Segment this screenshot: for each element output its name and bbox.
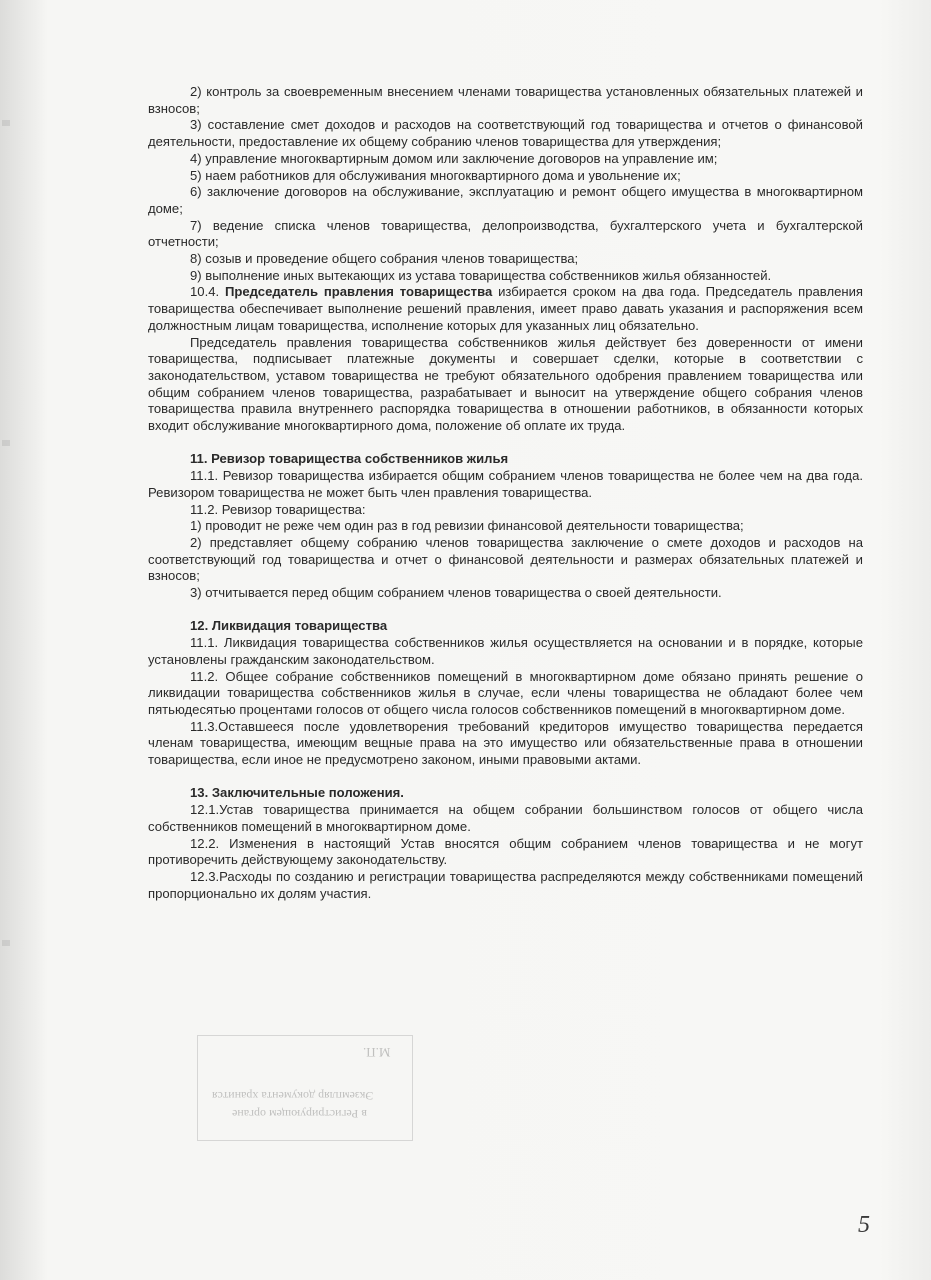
paragraph: 11.2. Ревизор товарищества:	[190, 501, 366, 517]
paragraph: 12.1.Устав товарищества принимается на общем собрании большинством голосов от общего числа собственников помещений в многоквартирном доме.	[148, 802, 863, 834]
section-heading: 11. Ревизор товарищества собственников жилья	[190, 451, 509, 467]
paragraph: 11.1. Ревизор товарищества избирается общим собранием членов товарищества не более чем на два года. Ревизором товарищества не может быть член правления товарищества.	[148, 468, 863, 500]
clause-number: 10.4.	[190, 284, 220, 300]
paragraph: 12.3.Расходы по созданию и регистрации товарищества распределяются между собственниками помещений пропорционально их долям участия.	[148, 869, 863, 901]
bold-term: Председатель правления товарищества	[224, 284, 493, 300]
page-fold-shadow	[0, 0, 48, 1280]
edge-mark	[2, 940, 10, 946]
paragraph: 2) представляет общему собранию членов товарищества заключение о смете доходов и расходов на соответствующий год товарищества и отчет о финансовой деятельности и размерах обязательных платежей и взносов;	[148, 534, 863, 584]
paragraph: 9) выполнение иных вытекающих из устава товарищества собственников жилья обязанностей.	[190, 267, 772, 283]
page-number: 5	[858, 1212, 870, 1238]
stamp-mp: М.П.	[362, 1045, 390, 1060]
paragraph: 11.2. Общее собрание собственников помещений в многоквартирном доме обязано принять решение о ликвидации товарищества собственников жилья в случае, если члены товарищества не обладают более чем пятьюдесятью процентами голосов от общего числа голосов собственников помещений в многоквартирном доме.	[148, 668, 863, 717]
spacer	[148, 435, 863, 452]
paragraph-10-4	[148, 284, 863, 334]
clause-text: избирается сроком на два года. Председатель правления товарищества обеспечивает выполнение решений правления, имеет право давать указания и распоряжения всем должностным лицам товарищества, исполнение которых для указанных лиц обязательно.	[148, 284, 864, 333]
paragraph: 7) ведение списка членов товарищества, делопроизводства, бухгалтерского учета и бухгалтерской отчетности;	[148, 217, 863, 250]
edge-mark	[2, 120, 10, 126]
stamp-line: в Регистрирующем органе	[232, 1107, 367, 1121]
paragraph: Председатель правления товарищества собственников жилья действует без доверенности от имени товарищества, подписывает платежные документы и совершает сделки, которые в соответствии с законодательством, уставом товарищества не требуют обязательного одобрения правлением товарищества или общим собранием членов товарищества, разрабатывает и выносит на утверждение общего собрания членов товарищества правила внутреннего распорядка товарищества в отношении работников, в обязанности которых входит обслуживание многоквартирного дома, положение об оплате их труда.	[148, 334, 863, 434]
section-heading: 13. Заключительные положения.	[190, 785, 404, 801]
spacer	[148, 769, 863, 786]
registration-stamp	[197, 1035, 413, 1141]
paragraph: 1) проводит не реже чем один раз в год ревизии финансовой деятельности товарищества;	[190, 518, 744, 534]
section-heading: 12. Ликвидация товарищества	[190, 618, 388, 634]
paragraph: 11.3.Оставшееся после удовлетворения требований кредиторов имущество товарищества передается членам товарищества, имеющим вещные права на это имущество или обязательственные права в отношении товарищества, если иное не предусмотрено законом, иными правовыми актами.	[148, 718, 863, 768]
paragraph: 2) контроль за своевременным внесением членами товарищества установленных обязательных платежей и взносов;	[148, 84, 863, 116]
paragraph: 3) составление смет доходов и расходов на соответствующий год товарищества и отчетов о финансовой деятельности, предоставление их общему собранию членов товарищества для утверждения;	[148, 117, 863, 150]
paragraph: 3) отчитывается перед общим собранием членов товарищества о своей деятельности.	[190, 585, 722, 601]
paragraph: 8) созыв и проведение общего собрания членов товарищества;	[190, 251, 579, 267]
stamp-line: Экземпляр документа хранится	[212, 1089, 374, 1103]
spacer	[148, 602, 863, 619]
paragraph: 11.1. Ликвидация товарищества собственников жилья осуществляется на основании и в порядке, которые установлены гражданским законодательством.	[148, 635, 863, 667]
document-body	[148, 84, 863, 902]
paragraph: 6) заключение договоров на обслуживание, эксплуатацию и ремонт общего имущества в многоквартирном доме;	[148, 184, 863, 216]
paragraph: 4) управление многоквартирным домом или заключение договоров на управление им;	[190, 150, 718, 166]
edge-mark	[2, 440, 10, 446]
paragraph: 12.2. Изменения в настоящий Устав вносятся общим собранием членов товарищества и не могут противоречить действующему законодательству.	[148, 835, 863, 868]
paragraph: 5) наем работников для обслуживания многоквартирного дома и увольнение их;	[190, 167, 681, 183]
